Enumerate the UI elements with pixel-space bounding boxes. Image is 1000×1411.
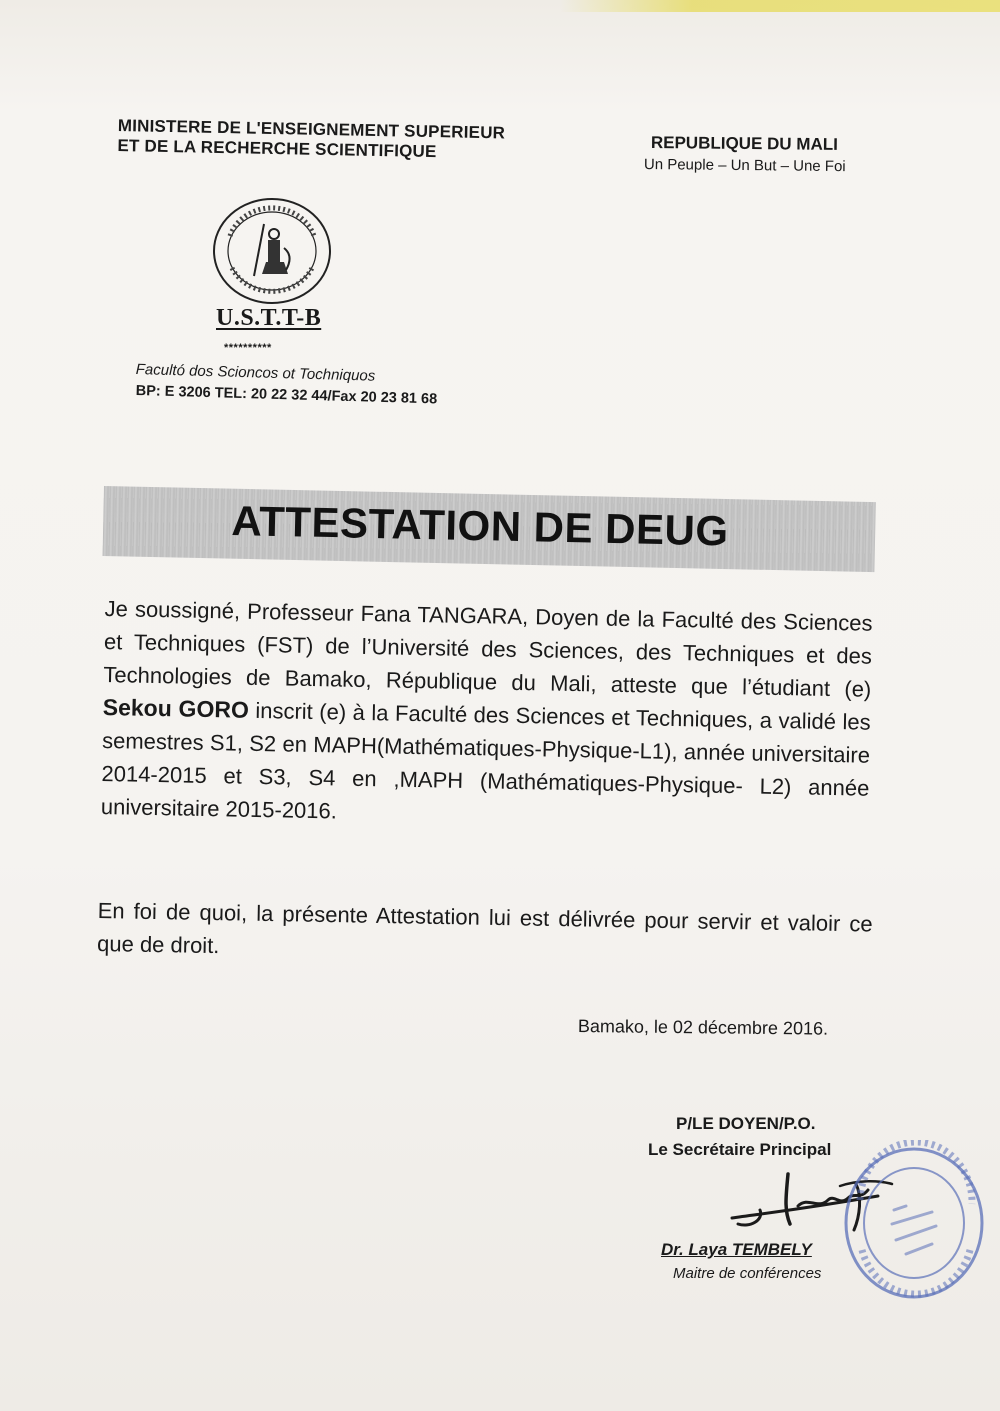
university-seal-logo [210, 196, 334, 306]
signature-position-line: Le Secrétaire Principal [648, 1140, 832, 1159]
signature-authority-line: P/LE DOYEN/P.O. [676, 1114, 816, 1133]
date-line: Bamako, le 02 décembre 2016. [577, 1016, 829, 1039]
signatory-name: Dr. Laya TEMBELY [661, 1240, 812, 1259]
student-name: Sekou GORO [102, 693, 250, 723]
signatory-role: Maitre de conférences [673, 1265, 822, 1282]
faculty-name: Facultó dos Scioncos ot Tochniquos [135, 361, 376, 385]
closing-paragraph: En foi de quoi, la présente Attestation lui est délivrée pour servir et valoir ce que de droit. [96, 897, 873, 959]
ministry-line-2: ET DE LA RECHERCHE SCIENTIFIQUE [117, 135, 437, 162]
ministry-line-1: MINISTERE DE L'ENSEIGNEMENT SUPERIEUR [117, 116, 506, 143]
body-text-part-2: inscrit (e) à la Faculté des Sciences et Techniques, a validé les semestres S1, S2 en MAPH(Mathématiques-Physique-L1), année universitaire 2014-2015 et S3, S4 en ,MAPH (Mathématiques-Physique- L2) année universitaire 2015-2016. [100, 697, 871, 824]
republic-motto: Un Peuple – Un But – Une Foi [643, 156, 846, 176]
ministry-header [117, 116, 505, 163]
republic-name: REPUBLIQUE DU MALI [650, 133, 838, 154]
university-acronym: U.S.T.T-B [216, 305, 322, 331]
body-text-part-1: Je soussigné, Professeur Fana TANGARA, Doyen de la Faculté des Sciences et Techniques (FST) de l’Université des Sciences, des Techniques et des Technologies de Bamako, République du Mali, atteste que l’étudiant (e) [103, 595, 873, 702]
document-title: ATTESTATION DE DEUG [231, 497, 730, 555]
faculty-contact: BP: E 3206 TEL: 20 22 32 44/Fax 20 23 81 68 [135, 383, 438, 408]
attestation-body [101, 592, 873, 838]
paper-edge-tint [560, 0, 1000, 12]
official-stamp [836, 1140, 986, 1306]
decorative-stars: ********** [224, 342, 272, 354]
